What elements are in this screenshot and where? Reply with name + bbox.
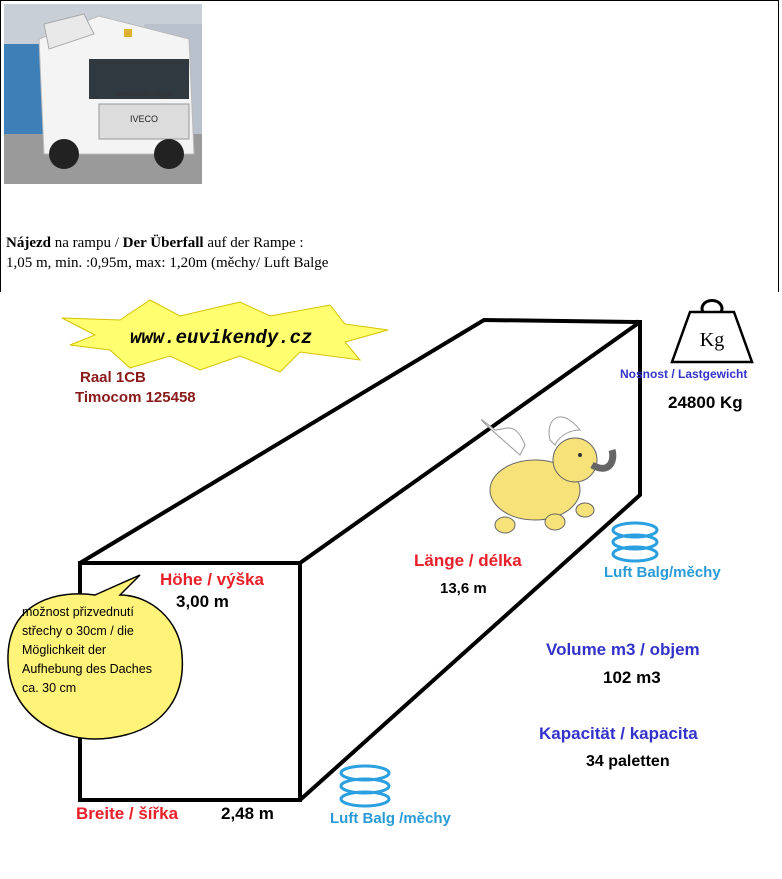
volume-label: Volume m3 / objem	[546, 640, 700, 659]
ramp-height-values: 1,05 m, min. :0,95m, max: 1,20m (měchy/ Luft Balge	[6, 255, 329, 271]
bubble-text	[22, 603, 182, 698]
length-value: 13,6 m	[440, 580, 487, 597]
bubble-line: možnost přizvednutí	[22, 605, 134, 619]
capacity-label: Kapacität / kapacita	[539, 724, 698, 743]
ramp-text-a: na rampu /	[51, 235, 123, 251]
ramp-height-heading	[6, 235, 304, 252]
header-panel	[0, 0, 779, 292]
bubble-line: Aufhebung des Daches	[22, 662, 152, 676]
air-spring-icon-bottom	[341, 766, 389, 806]
ramp-text-b: auf der Rampe :	[203, 235, 304, 251]
capacity-value: 34 paletten	[586, 753, 670, 770]
ramp-bold-uberfall: Der Überfall	[122, 235, 204, 251]
truck-website-text: www.euvikendy.cz	[115, 91, 173, 98]
weight-value: 24800 Kg	[668, 393, 743, 412]
height-value: 3,00 m	[176, 592, 229, 611]
bubble-line: Möglichkeit der	[22, 643, 107, 657]
width-label: Breite / šířka	[76, 804, 179, 823]
raal-label: Raal 1CB	[80, 369, 146, 386]
volume-value: 102 m3	[603, 668, 661, 687]
ramp-bold-nazjezd: Nájezd	[6, 235, 51, 251]
height-label: Höhe / výška	[160, 570, 264, 589]
timocom-label: Timocom 125458	[75, 389, 196, 406]
luft-balg-top-label: Luft Balg/měchy	[604, 564, 721, 581]
bubble-line: ca. 30 cm	[22, 681, 77, 695]
nosnost-label: Nosnost / Lastgewicht	[620, 367, 748, 381]
flying-elephant-illustration	[481, 417, 612, 533]
truck-brand-text: IVECO	[129, 114, 159, 124]
length-label: Länge / délka	[414, 551, 522, 570]
truck-photo	[4, 4, 202, 184]
weight-icon-label: Kg	[699, 329, 725, 351]
bubble-line: střechy o 30cm / die	[22, 624, 134, 638]
air-spring-icon-top	[613, 523, 657, 561]
website-label: www.euvikendy.cz	[130, 327, 313, 349]
weight-icon	[672, 301, 752, 362]
luft-balg-bottom-label: Luft Balg /měchy	[330, 810, 451, 827]
width-value: 2,48 m	[221, 804, 274, 823]
